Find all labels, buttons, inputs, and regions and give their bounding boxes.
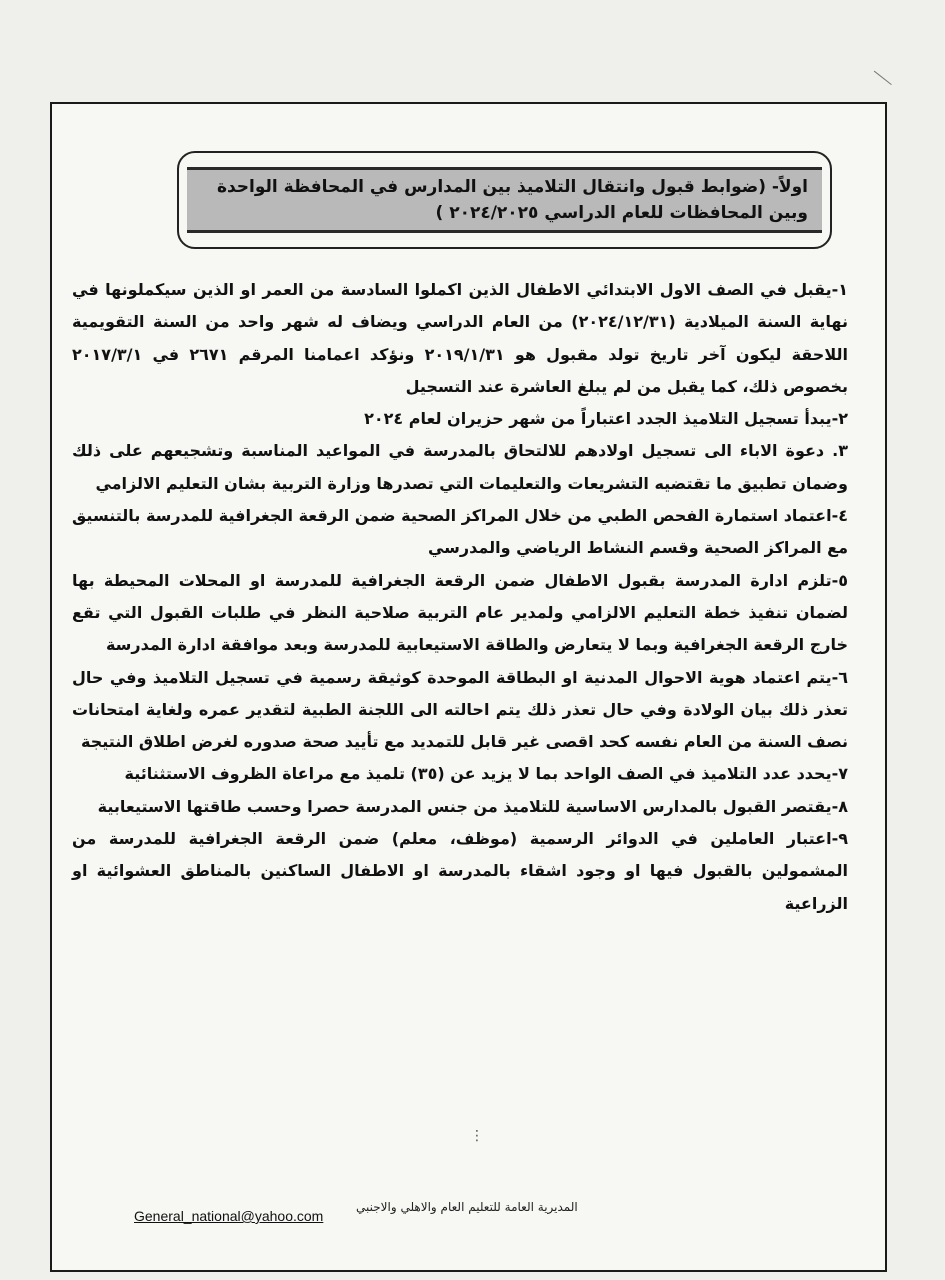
- paragraph-2: ٢-يبدأ تسجيل التلاميذ الجدد اعتباراً من شهر حزيران لعام ٢٠٢٤: [364, 409, 848, 429]
- heading-line-2: وبين المحافظات للعام الدراسي ٢٠٢٤/٢٠٢٥ ): [435, 203, 808, 223]
- paragraph-8: ٨-يقتصر القبول بالمدارس الاساسية للتلاميذ من جنس المدرسة حصرا وحسب طاقتها الاستيعابية: [97, 796, 848, 816]
- heading-frame: [177, 151, 832, 249]
- paragraph-4: ٤-اعتماد استمارة الفحص الطبي من خلال المراكز الصحية ضمن الرقعة الجغرافية للمدرسة بالتنسيق مع المراكز الصحية وقسم النشاط الرياضي والمدرسي: [72, 506, 848, 558]
- document-page: [50, 102, 887, 1272]
- heading-line-1: اولاً- (ضوابط قبول وانتقال التلاميذ بين المدارس في المحافظة الواحدة: [216, 177, 808, 197]
- paragraph-1: ١-يقبل في الصف الاول الابتدائي الاطفال الذين اكملوا السادسة من العمر او الذين سيكملونها في نهاية السنة الميلادية (٢٠٢٤/١٢/٣١) من العام الدراسي ويضاف له شهر واحد من السنة التقويمية اللاحقة ليكون آخر تاريخ تولد مقبول هو ٢٠١٩/١/٣١ ونؤكد اعمامنا المرقم ٢٦٧١ في ٢٠١٧/٣/١ بخصوص ذلك، كما يقبل من لم يبلغ العاشرة عند التسجيل: [72, 280, 849, 396]
- center-fold-mark: ⋮: [470, 1128, 484, 1144]
- footer-email-link[interactable]: General_national@yahoo.com: [134, 1208, 324, 1224]
- paragraph-5: ٥-تلزم ادارة المدرسة بقبول الاطفال ضمن الرقعة الجغرافية للمدرسة او المحلات المحيطة بها لضمان تنفيذ خطة التعليم الالزامي ولمدير عام التربية صلاحية النظر في طلبات القبول التي تقع خارج الرقعة الجغرافية وبما لا يتعارض والطاقة الاستيعابية للمدرسة وبعد موافقة ادارة المدرسة: [72, 570, 848, 655]
- paragraph-7: ٧-يحدد عدد التلاميذ في الصف الواحد بما لا يزيد عن (٣٥) تلميذ مع مراعاة الظروف الاستثنائية: [124, 764, 848, 784]
- paragraph-9: ٩-اعتبار العاملين في الدوائر الرسمية (موظف، معلم) ضمن الرقعة الجغرافية للمدرسة من المشمولين بالقبول فيها او وجود اشقاء بالمدرسة او الاطفال الساكنين بالمناطق العشوائية او الزراعية: [72, 829, 848, 913]
- paragraph-3: ٣. دعوة الاباء الى تسجيل اولادهم للالتحاق بالمدرسة في المواعيد المناسبة وتشجيعهم على ذلك وضمان تطبيق ما تقتضيه التشريعات والتعليمات التي تصدرها وزارة التربية بشان التعليم الالزامي: [72, 441, 848, 493]
- section-heading: [187, 167, 822, 233]
- footer-directorate: المديرية العامة للتعليم العام والاهلي والاجنبي: [356, 1200, 578, 1214]
- regulations-body: [72, 274, 848, 920]
- page-corner-mark: [860, 71, 891, 103]
- paragraph-6: ٦-يتم اعتماد هوية الاحوال المدنية او البطاقة الموحدة كوثيقة رسمية في تسجيل التلاميذ وفي حال تعذر ذلك بيان الولادة وفي حال تعذر ذلك يتم احالته الى اللجنة الطبية لتقدير عمره ولغاية امتحانات نصف السنة من العام نفسه كحد اقصى غير قابل للتمديد مع تأييد صحة صدوره لغرض اطلاق النتيجة: [72, 667, 848, 752]
